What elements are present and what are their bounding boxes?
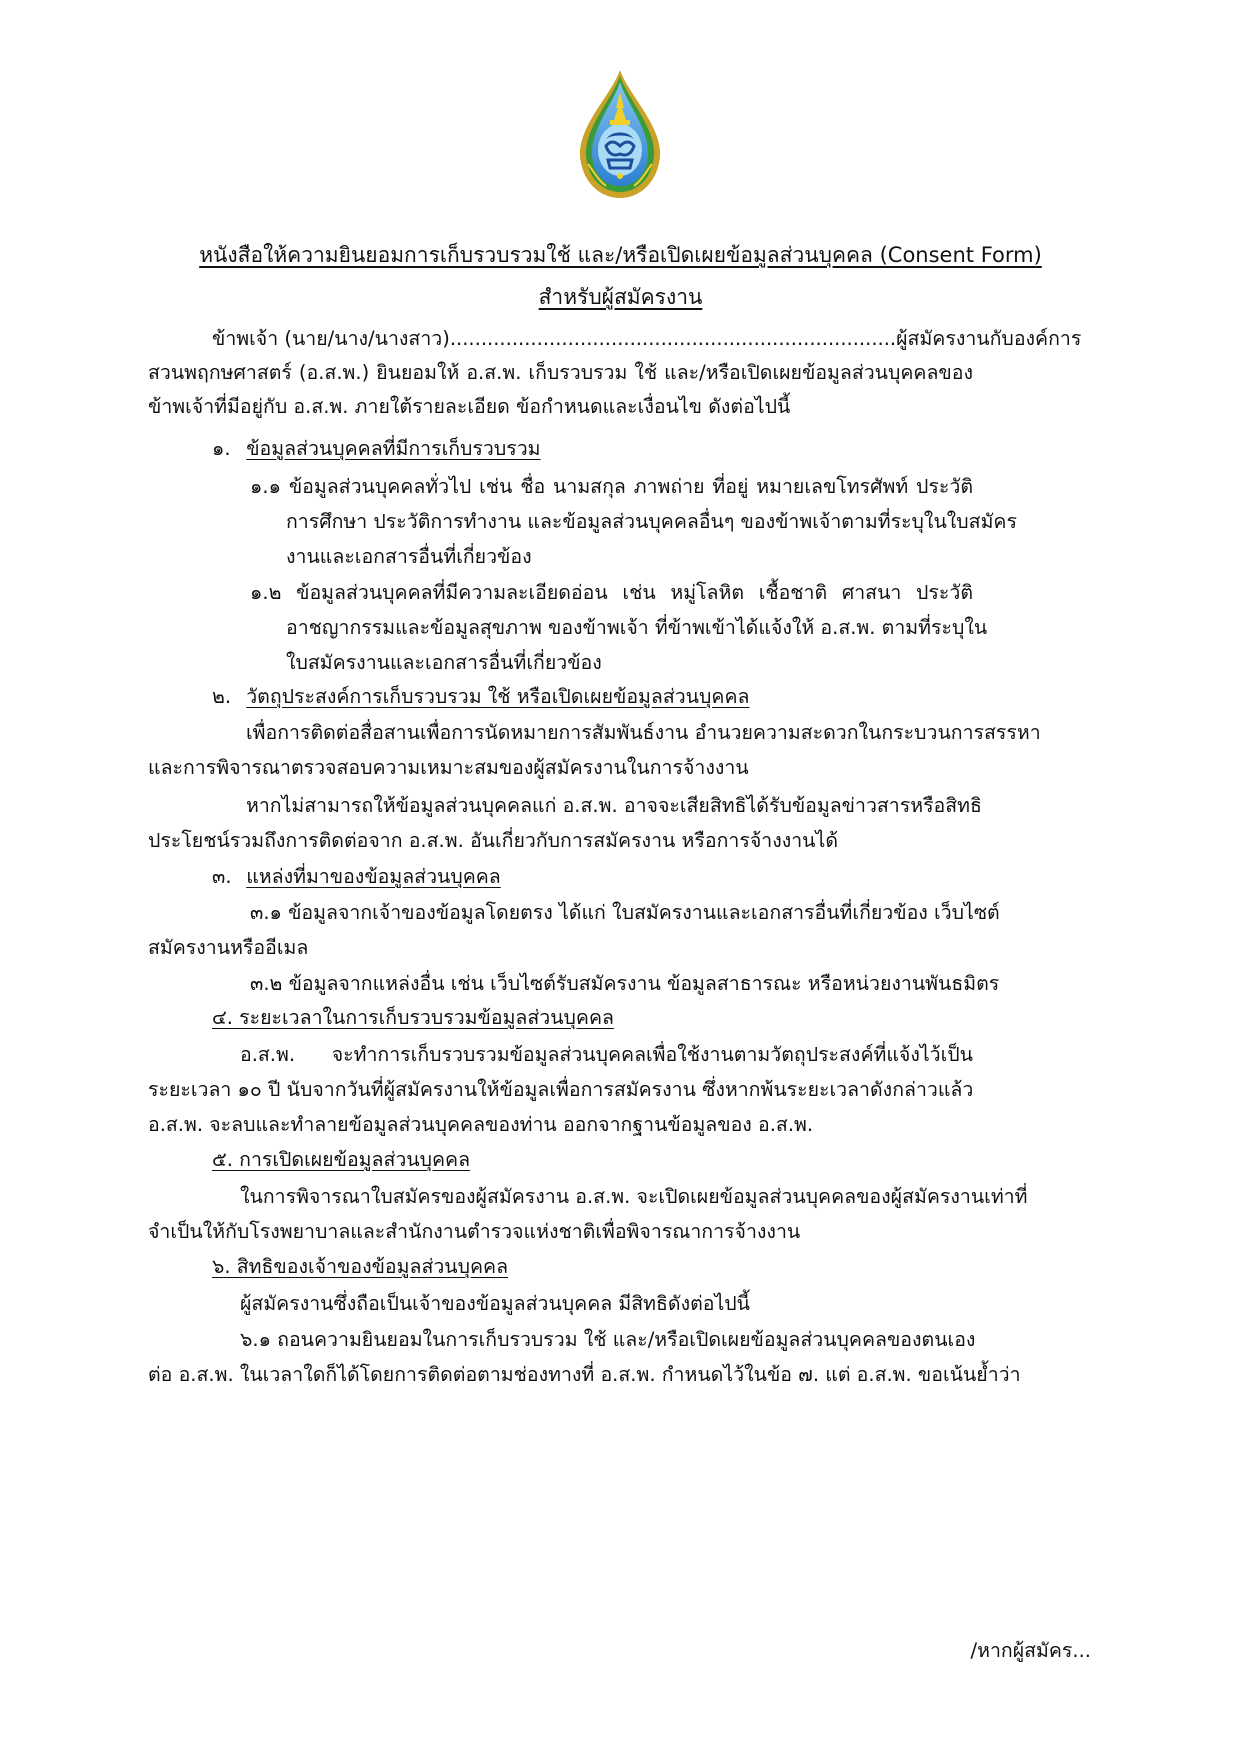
document-title: หนังสือให้ความยินยอมการเก็บรวบรวมใช้ และ/หรือเปิดเผยข้อมูลส่วนบุคคล (Consent Form) (199, 243, 1042, 267)
section-1-item-1-line: ๑.๑ ข้อมูลส่วนบุคคลทั่วไป เช่น ชื่อ นามสกุล ภาพถ่าย ที่อยู่ หมายเลขโทรศัพท์ ประวัติ (250, 475, 973, 498)
section-number: ๒. (212, 685, 232, 708)
section-1-item-2-line: ใบสมัครงานและเอกสารอื่นที่เกี่ยวข้อง (286, 651, 602, 674)
section-heading-text: วัตถุประสงค์การเก็บรวบรวม ใช้ หรือเปิดเผยข้อมูลส่วนบุคคล (246, 685, 750, 708)
section-2-paragraph-2-line: หากไม่สามารถให้ข้อมูลส่วนบุคคลแก่ อ.ส.พ. อาจจะเสียสิทธิได้รับข้อมูลข่าวสารหรือสิทธิ (246, 794, 982, 817)
section-2-paragraph-1-line: เพื่อการติดต่อสื่อสานเพื่อการนัดหมายการสัมพันธ์งาน อำนวยความสะดวกในกระบวนการสรรหา (246, 721, 1041, 744)
document-subtitle: สำหรับผู้สมัครงาน (538, 285, 703, 309)
section-6-item-1-line: ๖.๑ ถอนความยินยอมในการเก็บรวบรวม ใช้ และ/หรือเปิดเผยข้อมูลส่วนบุคคลของตนเอง (240, 1328, 976, 1351)
section-1-item-1-line: การศึกษา ประวัติการทำงาน และข้อมูลส่วนบุคคลอื่นๆ ของข้าพเจ้าตามที่ระบุในใบสมัคร (286, 510, 1017, 533)
section-4-paragraph-line: อ.ส.พ. จะลบและทำลายข้อมูลส่วนบุคคลของท่าน ออกจากฐานข้อมูลของ อ.ส.พ. (148, 1113, 814, 1136)
section-5-paragraph-line: จำเป็นให้กับโรงพยาบาลและสำนักงานตำรวจแห่งชาติเพื่อพิจารณาการจ้างงาน (148, 1220, 801, 1243)
intro-line: ข้าพเจ้า (นาย/นาง/นางสาว)........................................................................ผู้สมัครงานกับองค์การ (212, 327, 1082, 350)
section-4-heading: ๔. ระยะเวลาในการเก็บรวบรวมข้อมูลส่วนบุคคล (212, 1006, 614, 1029)
section-4-paragraph-line: ระยะเวลา ๑๐ ปี นับจากวันที่ผู้สมัครงานให้ข้อมูลเพื่อการสมัครงาน ซึ่งหากพ้นระยะเวลาดังกล่าวแล้ว (148, 1078, 974, 1101)
organization-emblem-icon (576, 68, 664, 202)
section-1-item-2-line: ๑.๒ ข้อมูลส่วนบุคคลที่มีความละเอียดอ่อน เช่น หมู่โลหิต เชื้อชาติ ศาสนา ประวัติ (250, 581, 973, 604)
section-3-item-2-line: ๓.๒ ข้อมูลจากแหล่งอื่น เช่น เว็บไซต์รับสมัครงาน ข้อมูลสาธารณะ หรือหน่วยงานพันธมิตร (250, 972, 1000, 995)
section-number: ๓. (212, 865, 232, 888)
section-4-paragraph-line: อ.ส.พ. จะทำการเก็บรวบรวมข้อมูลส่วนบุคคลเพื่อใช้งานตามวัตถุประสงค์ที่แจ้งไว้เป็น (240, 1043, 973, 1066)
section-1-heading (212, 432, 541, 466)
intro-line: สวนพฤกษศาสตร์ (อ.ส.พ.) ยินยอมให้ อ.ส.พ. เก็บรวบรวม ใช้ และ/หรือเปิดเผยข้อมูลส่วนบุคคลของ (148, 361, 973, 384)
section-1-item-1-line: งานและเอกสารอื่นที่เกี่ยวข้อง (286, 545, 532, 568)
section-5-heading: ๕. การเปิดเผยข้อมูลส่วนบุคคล (212, 1148, 471, 1171)
section-heading-text: ข้อมูลส่วนบุคคลที่มีการเก็บรวบรวม (246, 437, 541, 460)
section-number: ๑. (212, 437, 231, 460)
section-2-paragraph-1-line: และการพิจารณาตรวจสอบความเหมาะสมของผู้สมัครงานในการจ้างงาน (148, 756, 749, 779)
section-6-heading: ๖. สิทธิของเจ้าของข้อมูลส่วนบุคคล (212, 1255, 509, 1278)
section-heading-text: แหล่งที่มาของข้อมูลส่วนบุคคล (246, 865, 501, 888)
section-3-heading (212, 860, 501, 894)
page-continuation-note: /หากผู้สมัคร... (970, 1639, 1091, 1662)
section-2-paragraph-2-line: ประโยชน์รวมถึงการติดต่อจาก อ.ส.พ. อันเกี่ยวกับการสมัครงาน หรือการจ้างงานได้ (148, 829, 838, 852)
section-2-heading (212, 680, 749, 714)
section-5-paragraph-line: ในการพิจารณาใบสมัครของผู้สมัครงาน อ.ส.พ. จะเปิดเผยข้อมูลส่วนบุคคลของผู้สมัครงานเท่าที่ (240, 1185, 1028, 1208)
section-6-paragraph-1: ผู้สมัครงานซึ่งถือเป็นเจ้าของข้อมูลส่วนบุคคล มีสิทธิดังต่อไปนี้ (240, 1292, 750, 1315)
section-6-item-1-line: ต่อ อ.ส.พ. ในเวลาใดก็ได้โดยการติดต่อตามช่องทางที่ อ.ส.พ. กำหนดไว้ในข้อ ๗. แต่ อ.ส.พ. ขอเน้นย้ำว่า (148, 1363, 1021, 1386)
intro-line: ข้าพเจ้าที่มีอยู่กับ อ.ส.พ. ภายใต้รายละเอียด ข้อกำหนดและเงื่อนไข ดังต่อไปนี้ (148, 395, 791, 418)
section-3-item-1-line: ๓.๑ ข้อมูลจากเจ้าของข้อมูลโดยตรง ได้แก่ ใบสมัครงานและเอกสารอื่นที่เกี่ยวข้อง เว็บไซต์ (250, 901, 1000, 924)
section-1-item-2-line: อาชญากรรมและข้อมูลสุขภาพ ของข้าพเจ้า ที่ข้าพเข้าได้แจ้งให้ อ.ส.พ. ตามที่ระบุใน (286, 616, 988, 639)
section-3-item-1-line: สมัครงานหรืออีเมล (148, 936, 309, 959)
